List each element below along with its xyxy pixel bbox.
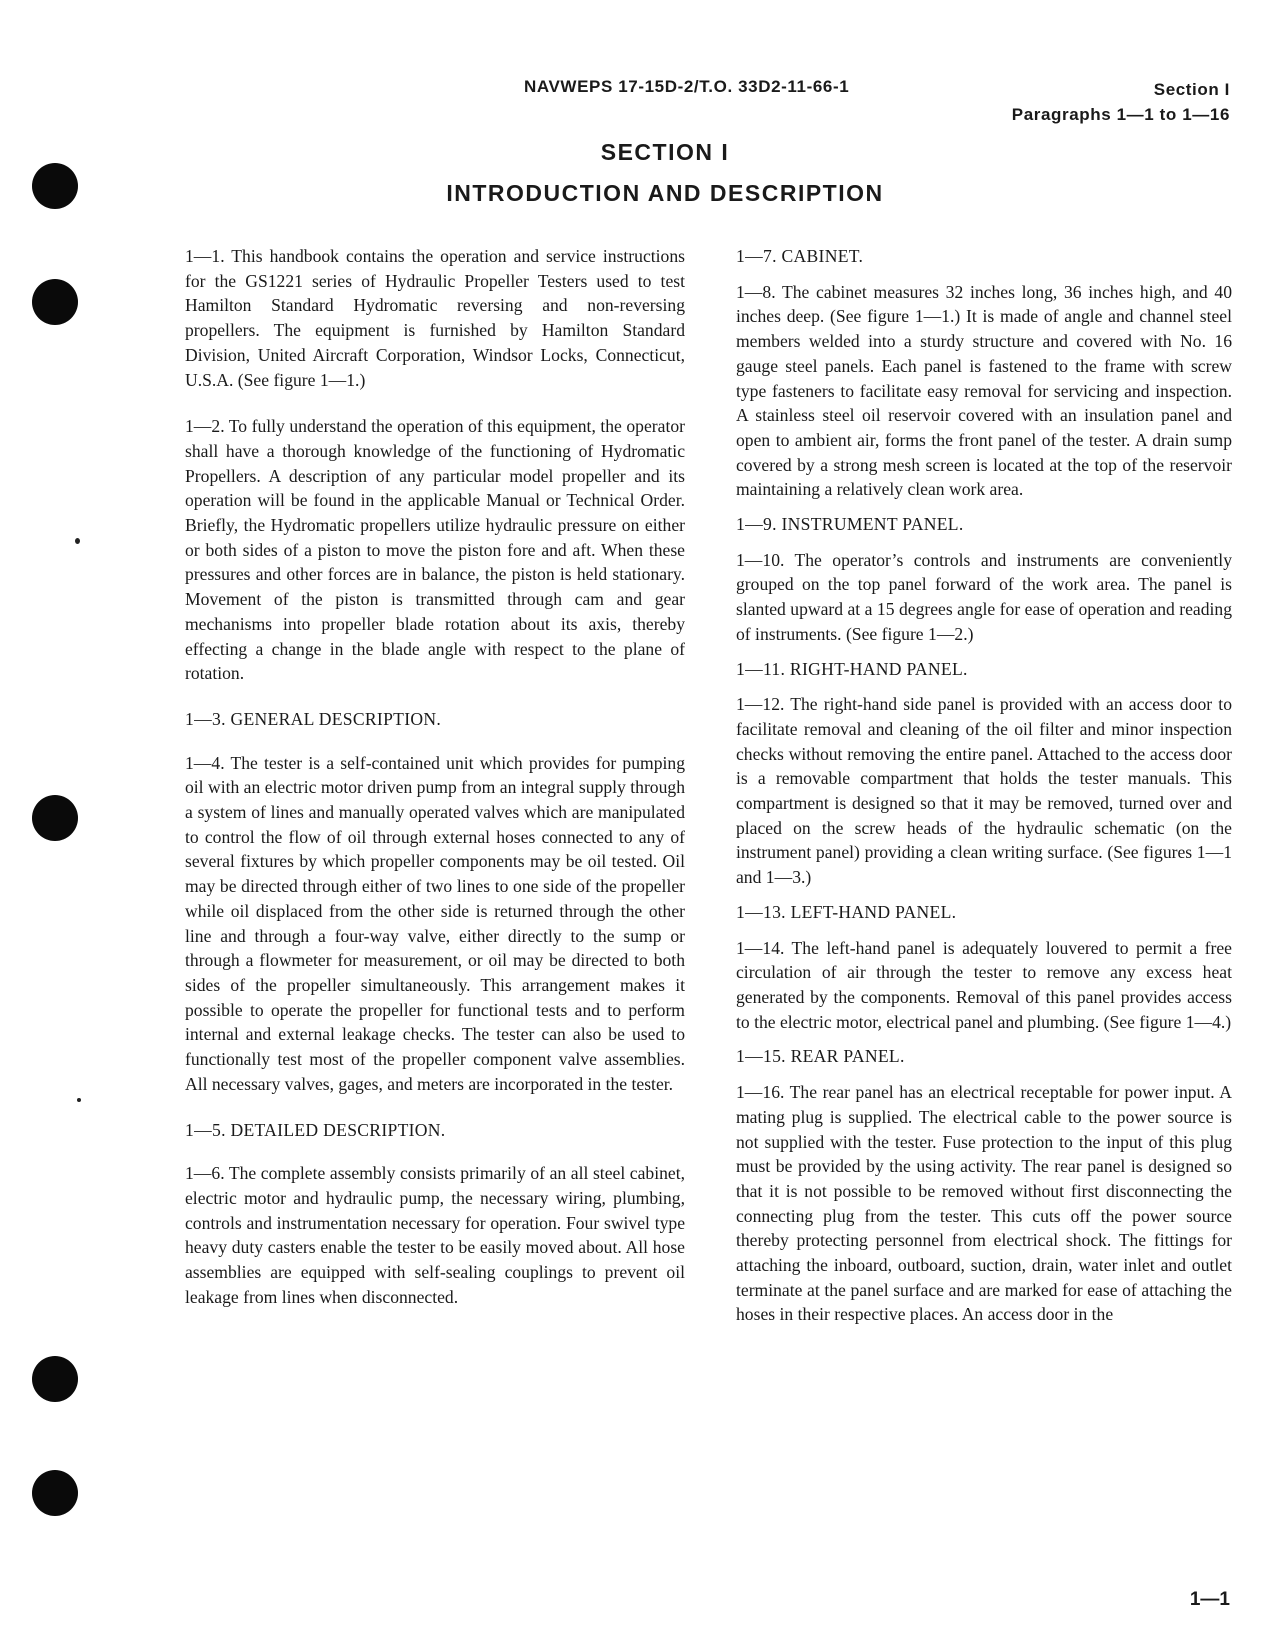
scan-speck <box>77 1098 81 1102</box>
paragraph-1-8: 1—8. The cabinet measures 32 inches long, 36 inches high, and 40 inches deep. (See figure 1—1.) It is made of angle and channel steel members welded into a sturdy structure and covered with No. 16 gauge steel panels. Each panel is fastened to the frame with screw type fasteners to facilitate easy removal for servicing and inspection. A stainless steel oil reservoir covered with an insulation panel and open to ambient air, forms the front panel of the tester. A drain sump covered by a strong mesh screen is located at the top of the reservoir maintaining a relatively clean work area. <box>736 281 1232 500</box>
heading-1-9: 1—9. INSTRUMENT PANEL. <box>736 514 964 535</box>
paragraph-1-12: 1—12. The right-hand side panel is provided with an access door to facilitate removal and cleaning of the oil filter and minor inspection checks without removing the entire panel. Attached to the access door is a removable compartment that holds the tester manuals. This compartment is designed so that it may be removed, turned over and placed on the screw heads of the hydraulic schematic (on the instrument panel) providing a clean writing surface. (See figures 1—1 and 1—3.) <box>736 694 1232 888</box>
paragraph-range: Paragraphs 1—1 to 1—16 <box>1011 105 1230 124</box>
paragraph-1-10: 1—10. The operator’s controls and instruments are conveniently grouped on the top panel forward of the work area. The panel is slanted upward at a 15 degrees angle for ease of operation and reading of instruments. (See figure 1—2.) <box>736 549 1232 644</box>
right-column <box>736 244 1232 1337</box>
paragraph-1-16: 1—16. The rear panel has an electrical receptable for power input. A mating plug is supplied. The electrical cable to the power source is not supplied with the tester. Fuse protection to the input of this plug must be provided by the using activity. The rear panel is designed so that it is not possible to be removed without first disconnecting the connecting plug from the tester. This cuts off the power source thereby protecting personnel from electrical shock. The fittings for attaching the inboard, outboard, suction, drain, water inlet and outlet terminate at the panel surface and are marked for ease of attaching the hoses in their respective places. An access door in the <box>736 1082 1232 1325</box>
heading-1-11: 1—11. RIGHT-HAND PANEL. <box>736 658 968 679</box>
heading-1-3: 1—3. GENERAL DESCRIPTION. <box>185 708 442 729</box>
heading-1-7: 1—7. CABINET. <box>736 246 864 266</box>
paragraph-1-2: 1—2. To fully understand the operation of this equipment, the operator shall have a thorough knowledge of the functioning of Hydromatic Propellers. A description of any particular model propeller and its operation will be found in the applicable Manual or Technical Order. Briefly, the Hydromatic propellers utilize hydraulic pressure on either or both sides of a piston to move the piston fore and aft. When these pressures and other forces are in balance, the piston is held stationary. Movement of the piston is transmitted through cam and gear mechanisms into propeller blade rotation about its axis, thereby effecting a change in the blade angle with respect to the plane of rotation. <box>185 416 685 684</box>
heading-1-5: 1—5. DETAILED DESCRIPTION. <box>185 1119 446 1140</box>
heading-1-15: 1—15. REAR PANEL. <box>736 1046 905 1067</box>
left-column <box>185 244 685 1330</box>
header-section-info <box>1012 77 1230 127</box>
binder-hole-2 <box>32 279 78 325</box>
paragraph-1-4: 1—4. The tester is a self-contained unit which provides for pumping oil with an electric motor driven pump from an integral supply through a system of lines and manually operated valves which are manipulated to control the flow of oil through external hoses connected to any of several fixtures by which propeller components may be oil tested. Oil may be directed through either of two lines to one side of the propeller while oil displaced from the other side is returned through the other line and through a four-way valve, either directly to the sump or through a flowmeter for measurement, or oil may be directed to both sides of the propeller simultaneously. This arrangement makes it possible to operate the propeller for functional tests and to perform internal and external leakage checks. The tester can also be used to functionally test most of the propeller component valve assemblies. All necessary valves, gages, and meters are incorporated in the tester. <box>185 752 685 1094</box>
binder-hole-3 <box>32 795 78 841</box>
section-label: Section I <box>1153 80 1230 99</box>
section-title: SECTION I <box>600 139 730 165</box>
heading-1-13: 1—13. LEFT-HAND PANEL. <box>736 901 957 922</box>
page-number: 1—1 <box>1189 1589 1230 1610</box>
paragraph-1-14: 1—14. The left-hand panel is adequately louvered to permit a free circulation of air through the tester to remove any excess heat generated by the components. Removal of this panel provides access to the electric motor, electrical panel and plumbing. (See figure 1—4.) <box>736 937 1232 1032</box>
document-number: NAVWEPS 17-15D-2/T.O. 33D2-11-66-1 <box>524 77 850 96</box>
paragraph-1-1: 1—1. This handbook contains the operation and service instructions for the GS1221 series of Hydraulic Propeller Testers used to test Hamilton Standard Hydromatic reversing and non-reversing propellers. The equipment is furnished by Hamilton Standard Division, United Aircraft Corporation, Windsor Locks, Connecticut, U.S.A. (See figure 1—1.) <box>185 246 685 390</box>
section-name: INTRODUCTION AND DESCRIPTION <box>446 180 884 206</box>
binder-hole-4 <box>32 1356 78 1402</box>
binder-hole-5 <box>32 1470 78 1516</box>
paragraph-1-6: 1—6. The complete assembly consists primarily of an all steel cabinet, electric motor and hydraulic pump, the necessary wiring, plumbing, controls and instrumentation necessary for operation. Four swivel type heavy duty casters enable the tester to be easily moved about. All hose assemblies are equipped with self-sealing couplings to prevent oil leakage from lines when disconnected. <box>185 1163 685 1307</box>
scan-speck <box>75 538 80 544</box>
